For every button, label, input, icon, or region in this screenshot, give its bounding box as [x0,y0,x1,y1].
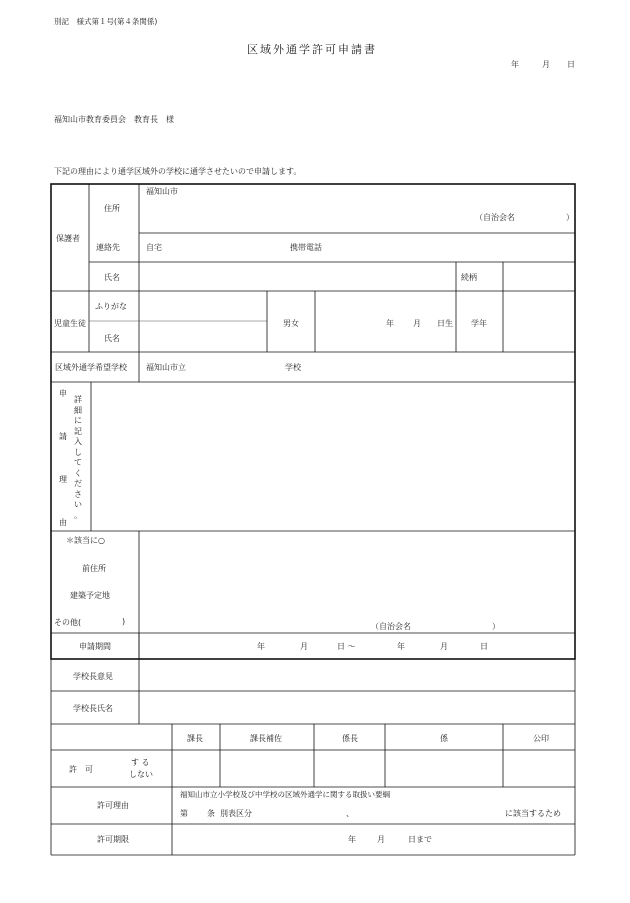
permit-reason-guideline: 福知山市立小学校及び中学校の区域外通学に関する取扱い要綱 [180,790,390,799]
permit-do-option[interactable]: す る [131,758,150,767]
gender-label[interactable]: 男女 [283,319,299,328]
furigana-label: ふりがな [95,302,127,311]
other-label-close: ) [122,617,126,626]
desired-school-label: 区域外通学希望学校 [55,363,127,372]
permit-dont-option[interactable]: しない [129,770,153,779]
reason-instruction-char: 細 [74,405,82,415]
date-month-label: 月 [542,60,550,69]
contact-label: 連絡先 [96,243,120,252]
period-start-year: 年 [257,642,265,651]
relevant-community-close: ） [492,622,500,631]
permit-limit-month: 月 [377,835,385,844]
principal-opinion-field[interactable] [140,660,574,690]
grade-label: 学年 [471,319,487,328]
student-section-label: 児童生徒 [54,319,86,328]
reason-instruction-char: だ [74,479,82,488]
permit-label: 許 可 [69,765,93,774]
permit-reason-applies: に該当するため [505,809,561,818]
birth-month-label: 月 [413,319,421,328]
date-day-label: 日 [567,60,575,69]
reason-instruction-char: さ [74,489,82,499]
header-subsection-chief: 係長 [342,734,358,743]
permit-reason-article: 第 [180,809,188,818]
reason-instruction-char: く [74,468,82,478]
permit-reason-label: 許可理由 [97,801,129,810]
permit-limit-label: 許可期限 [97,835,129,844]
former-address-label[interactable]: 前住所 [82,564,106,573]
student-name-label: 氏名 [104,334,120,343]
birth-year-label: 年 [386,319,394,328]
header-section-chief: 課長 [187,734,203,743]
reason-label-char-2: 請 [59,432,67,441]
guardian-community-close: ） [566,213,574,222]
reason-label-char-3: 理 [59,475,67,484]
guardian-community-open: （自治会名 [475,213,515,222]
page-title: 区域外通学許可申請書 [247,43,377,56]
home-phone-label[interactable]: 自宅 [146,243,162,252]
permit-limit-year: 年 [348,835,356,844]
reason-label-char-1: 申 [59,389,67,398]
header-staff: 係 [440,734,448,743]
reason-label-char-4: 由 [59,518,67,527]
reason-instruction-char: し [74,447,82,457]
reason-instruction-char: い [74,500,82,509]
school-suffix: 学校 [285,363,301,372]
form-number: 別記 様式第１号(第４条関係) [54,17,158,26]
permit-limit-until: 日まで [408,835,432,844]
reason-instruction-char: に [74,416,82,425]
mark-note: ＊該当に○ [66,536,105,545]
permit-reason-table: 別表区分 [220,809,252,818]
reason-instruction-char: て [74,458,82,467]
other-label-open[interactable]: その他( [54,618,82,627]
relevant-community-open: （自治会名 [371,622,411,631]
reason-instruction-char: 記 [74,426,82,436]
permit-reason-comma: 、 [346,809,354,818]
period-start-month: 月 [300,642,308,651]
mobile-phone-label[interactable]: 携帯電話 [290,243,322,252]
reason-instruction-char: 詳 [74,395,82,404]
principal-name-field[interactable] [140,692,574,723]
period-label: 申請期間 [79,642,111,651]
period-start-day: 日 ～ [337,642,356,651]
building-site-label[interactable]: 建築予定地 [70,591,110,600]
reason-input-area[interactable] [92,383,574,530]
header-assistant-chief: 課長補佐 [250,734,282,743]
period-end-month: 月 [440,642,448,651]
header-official-seal: 公印 [533,734,549,743]
relation-label: 続柄 [461,273,477,282]
address-value[interactable]: 福知山市 [146,187,178,196]
intro-text: 下記の理由により通学区域外の学校に通学させたいので申請します。 [54,167,302,176]
reason-instruction-char: 。 [74,510,82,520]
permit-reason-clause: 条 [207,809,215,818]
date-year-label: 年 [511,60,519,69]
guardian-name-label: 氏名 [104,273,120,282]
addressee: 福知山市教育委員会 教育長 様 [54,115,174,124]
period-end-day: 日 [480,642,488,651]
principal-name-label: 学校長氏名 [73,704,113,713]
guardian-section-label: 保護者 [56,234,80,243]
reason-instruction-char: 入 [74,437,82,446]
period-end-year: 年 [397,642,405,651]
school-prefix: 福知山市立 [146,363,186,372]
birth-day-label: 日生 [437,319,453,328]
principal-opinion-label: 学校長意見 [73,672,113,681]
address-label: 住所 [104,204,120,213]
